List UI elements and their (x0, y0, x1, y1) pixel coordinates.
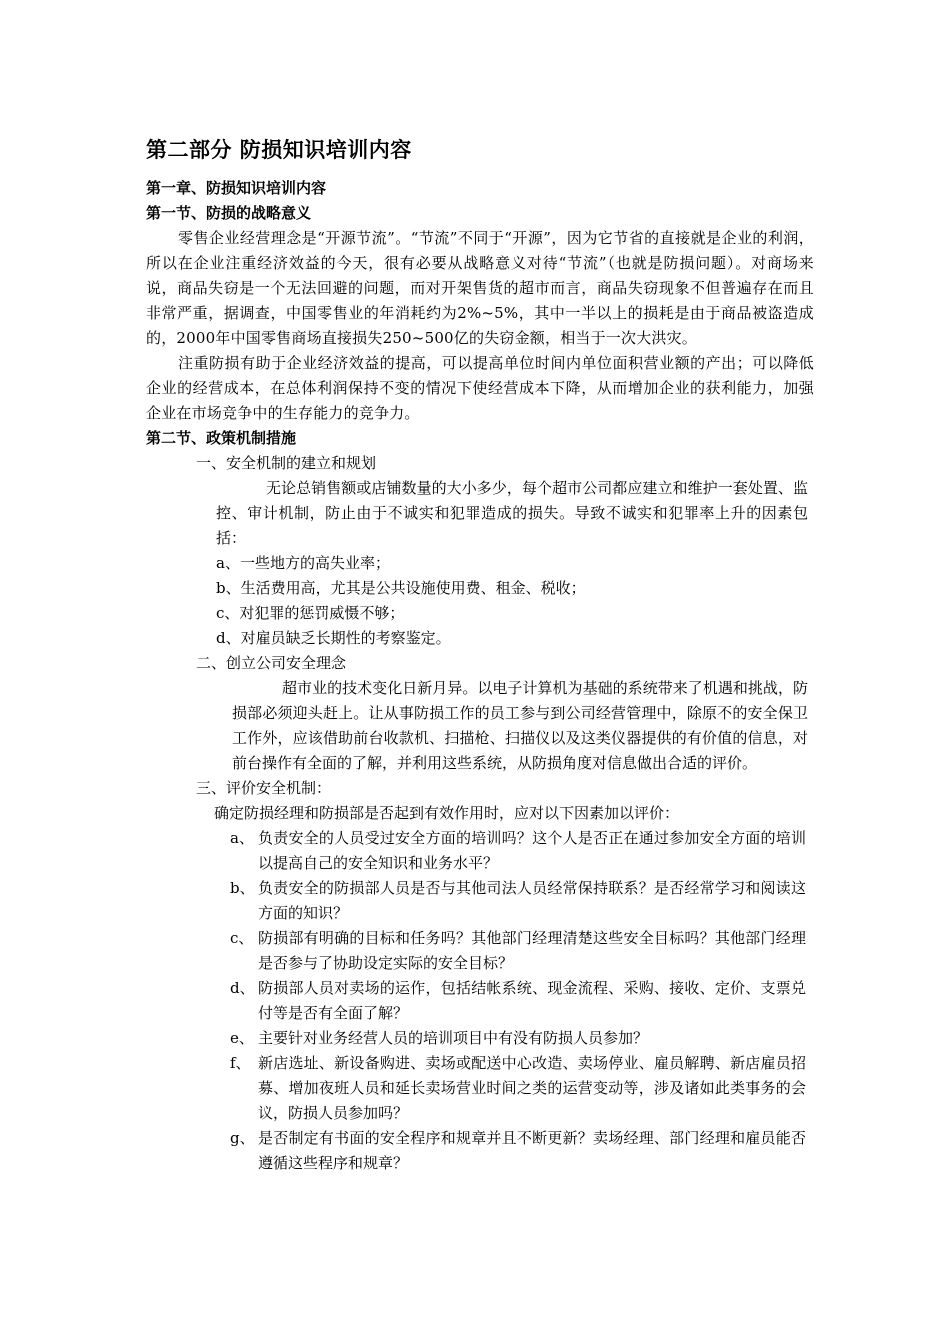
section1-paragraph-2: 注重防损有助于企业经济效益的提高，可以提高单位时间内单位面积营业额的产出；可以降低企业的经营成本，在总体利润保持不变的情况下使经营成本下降，从而增加企业的获利能力，加强企业在市场竞争中的生存能力的竞争力。 (146, 354, 814, 422)
item-text: 是否制定有书面的安全程序和规章并且不断更新？卖场经理、部门经理和雇员能否遵循这些程序和规章？ (258, 1129, 806, 1172)
item-marker: f、 (230, 1054, 251, 1072)
part-title: 第二部分 防损知识培训内容 (146, 137, 412, 162)
subsection2-title: 二、创立公司安全理念 (196, 654, 347, 672)
subsection1-paragraph: 无论总销售额或店铺数量的大小多少，每个超市公司都应建立和维护一套处置、监控、审计机制，防止由于不诚实和犯罪造成的损失。导致不诚实和犯罪率上升的因素包括： (216, 479, 808, 547)
evaluation-item (146, 1051, 814, 1126)
chapter-title: 第一章、防损知识培训内容 (146, 179, 327, 197)
item-text: 负责安全的人员受过安全方面的培训吗？这个人是否正在通过参加安全方面的培训以提高自己的安全知识和业务水平？ (258, 829, 806, 872)
subsection1-body (146, 476, 814, 551)
subsection2-body (146, 676, 814, 776)
subsection3-title: 三、评价安全机制： (196, 779, 332, 797)
item-marker: c、 (230, 929, 254, 947)
item-marker: a、 (230, 829, 254, 847)
list-item: d、对雇员缺乏长期性的考察鉴定。 (216, 629, 451, 647)
item-text: 新店选址、新设备购进、卖场或配送中心改造、卖场停业、雇员解聘、新店雇员招募、增加夜班人员和延长卖场营业时间之类的运营变动等，涉及诸如此类事务的会议，防损人员参加吗？ (258, 1054, 806, 1122)
section1-paragraph-1: 零售企业经营理念是“开源节流”。“节流”不同于“开源”，因为它节省的直接就是企业的利润，所以在企业注重经济效益的今天，很有必要从战略意义对待“节流”（也就是防损问题）。对商场来说，商品失窃是一个无法回避的问题，而对开架售货的超市而言，商品失窃现象不但普遍存在而且非常严重，据调查，中国零售业的年消耗约为2%~5%，其中一半以上的损耗是由于商品被盗造成的，2000年中国零售商场直接损失250~500亿的失窃金额，相当于一次大洪灾。 (146, 229, 814, 347)
list-item: a、一些地方的高失业率； (216, 554, 390, 572)
item-marker: b、 (230, 879, 255, 897)
item-text: 主要针对业务经营人员的培训项目中有没有防损人员参加？ (258, 1029, 649, 1047)
evaluation-item (146, 926, 814, 976)
section2-title: 第二节、政策机制措施 (146, 429, 297, 447)
subsection3-intro: 确定防损经理和防损部是否起到有效作用时，应对以下因素加以评价： (214, 804, 680, 822)
subsection2-paragraph: 超市业的技术变化日新月异。以电子计算机为基础的系统带来了机遇和挑战，防损部必须迎头赶上。让从事防损工作的员工参与到公司经营管理中，除原不的安全保卫工作外，应该借助前台收款机、扫描枪、扫描仪以及这类仪器提供的有价值的信息，对前台操作有全面的了解，并利用这些系统，从防损角度对信息做出合适的评价。 (232, 679, 808, 772)
item-text: 防损部有明确的目标和任务吗？其他部门经理清楚这些安全目标吗？其他部门经理是否参与了协助设定实际的安全目标？ (258, 929, 806, 972)
evaluation-item (146, 826, 814, 876)
evaluation-item (146, 876, 814, 926)
list-item: c、对犯罪的惩罚威慑不够； (216, 604, 405, 622)
item-marker: e、 (230, 1029, 254, 1047)
item-text: 负责安全的防损部人员是否与其他司法人员经常保持联系？是否经常学习和阅读这方面的知识？ (258, 879, 806, 922)
item-marker: g、 (230, 1129, 255, 1147)
list-item: b、生活费用高，尤其是公共设施使用费、租金、税收； (216, 579, 586, 597)
item-text: 防损部人员对卖场的运作，包括结帐系统、现金流程、采购、接收、定价、支票兑付等是否有全面了解？ (258, 979, 806, 1022)
section1-title: 第一节、防损的战略意义 (146, 204, 312, 222)
document-page (146, 134, 814, 1176)
evaluation-item (146, 976, 814, 1026)
evaluation-item (146, 1126, 814, 1176)
subsection1-title: 一、安全机制的建立和规划 (196, 454, 377, 472)
item-marker: d、 (230, 979, 255, 997)
evaluation-item (146, 1026, 814, 1051)
